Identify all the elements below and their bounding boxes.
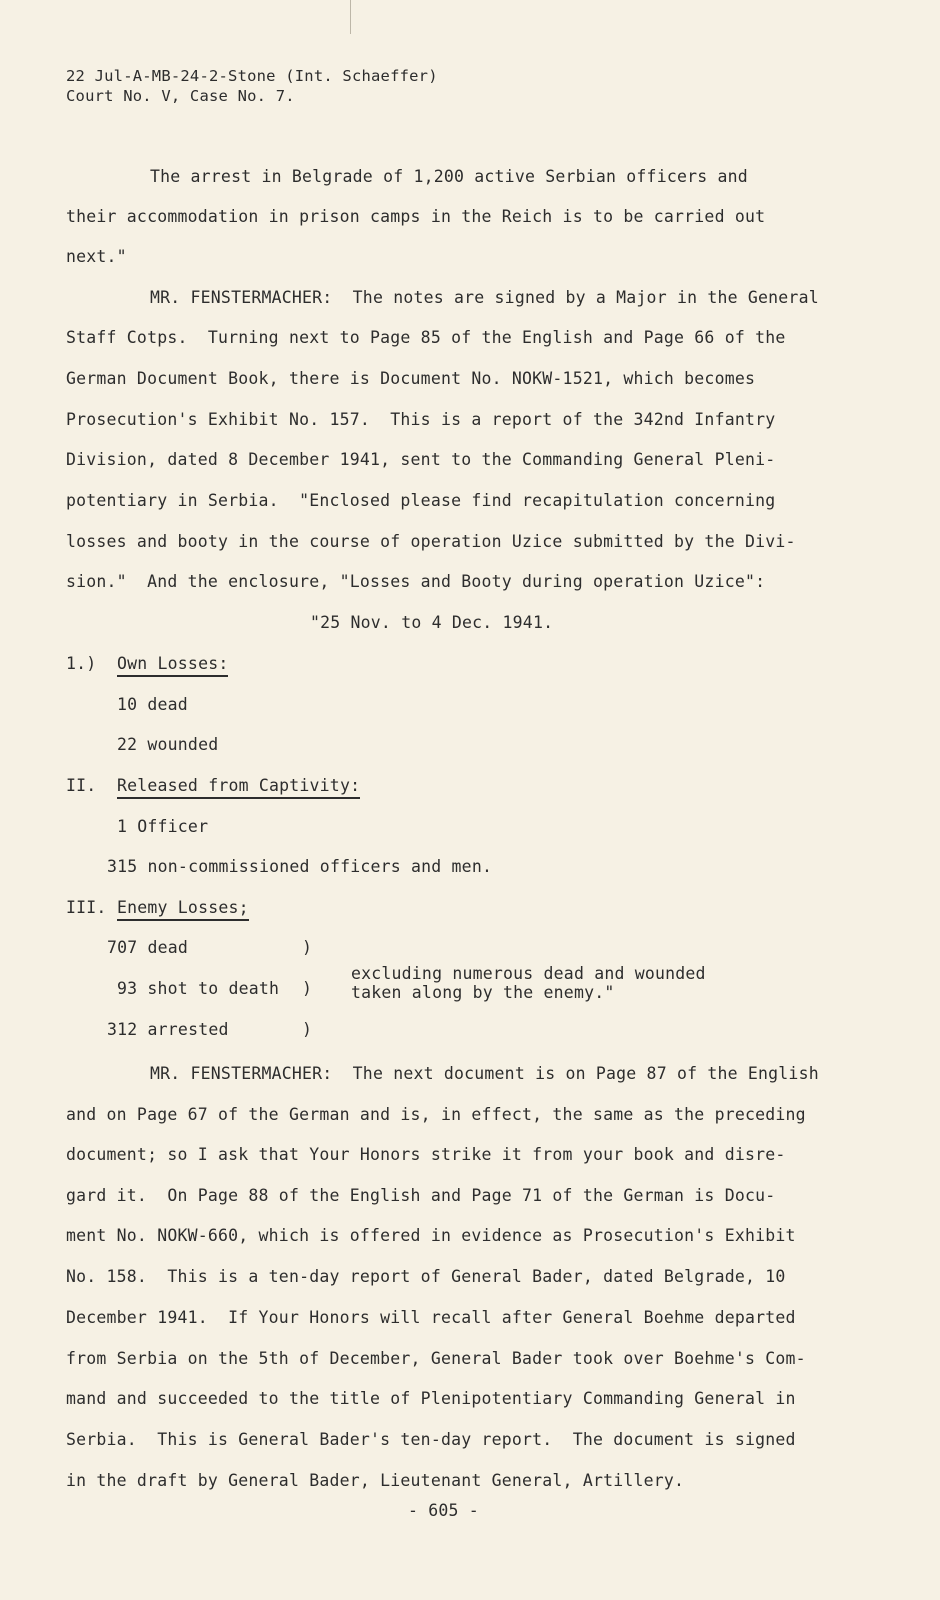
p2-line-2: Staff Cotps. Turning next to Page 85 of the English and Page 66 of the [66,328,786,347]
p1-line-2: their accommodation in prison camps in the Reich is to be carried out [66,207,766,226]
section-3-title: Enemy Losses; [117,898,249,921]
p3-line-3: document; so I ask that Your Honors strike it from your book and disre- [66,1145,786,1164]
list-item: 707 dead [107,938,189,957]
list-item: 22 wounded [117,735,219,754]
p2-line-3: German Document Book, there is Document No. NOKW-1521, which becomes [66,369,756,388]
header-line-1: 22 Jul-A-MB-24-2-Stone (Int. Schaeffer) [66,67,438,85]
p3-line-10: Serbia. This is General Bader's ten-day report. The document is signed [66,1430,796,1449]
p2-line-7: losses and booty in the course of operation Uzice submitted by the Divi- [66,532,796,551]
header-line-2: Court No. V, Case No. 7. [66,87,295,105]
paper-fold-mark [350,0,351,34]
list-item: 312 arrested [107,1020,229,1039]
section-1-number: 1.) [66,654,97,673]
section-1-title: Own Losses: [117,654,228,677]
p3-line-11: in the draft by General Bader, Lieutenant General, Artillery. [66,1471,685,1490]
p2-line-5: Division, dated 8 December 1941, sent to the Commanding General Pleni- [66,450,776,469]
p2-line-4: Prosecution's Exhibit No. 157. This is a report of the 342nd Infantry [66,410,776,429]
p3-line-4: gard it. On Page 88 of the English and Page 71 of the German is Docu- [66,1186,776,1205]
p3-line-2: and on Page 67 of the German and is, in effect, the same as the preceding [66,1105,806,1124]
p2-line-1: MR. FENSTERMACHER: The notes are signed by a Major in the General [150,288,819,307]
p3-line-7: December 1941. If Your Honors will recall after General Boehme departed [66,1308,796,1327]
list-item: 1 Officer [117,817,209,836]
p2-line-8: sion." And the enclosure, "Losses and Booty during operation Uzice": [66,572,766,591]
section-3-number: III. [66,898,107,917]
p1-line-3: next." [66,247,127,266]
section-2-title: Released from Captivity: [117,776,360,799]
page-number: - 605 - [408,1501,479,1520]
enemy-losses-note-2: taken along by the enemy." [351,983,615,1002]
bracket: ) [302,979,313,998]
bracket: ) [302,938,313,957]
enemy-losses-note-1: excluding numerous dead and wounded [351,964,706,983]
p2-line-6: potentiary in Serbia. "Enclosed please find recapitulation concerning [66,491,776,510]
p3-line-5: ment No. NOKW-660, which is offered in evidence as Prosecution's Exhibit [66,1226,796,1245]
date-range: "25 Nov. to 4 Dec. 1941. [310,613,554,632]
list-item: 93 shot to death [117,979,280,998]
list-item: 315 non-commissioned officers and men. [107,857,493,876]
p3-line-9: mand and succeeded to the title of Plenipotentiary Commanding General in [66,1389,796,1408]
p3-line-1: MR. FENSTERMACHER: The next document is on Page 87 of the English [150,1064,819,1083]
bracket: ) [302,1020,313,1039]
p1-line-1: The arrest in Belgrade of 1,200 active Serbian officers and [150,167,748,186]
list-item: 10 dead [117,695,188,714]
p3-line-6: No. 158. This is a ten-day report of General Bader, dated Belgrade, 10 [66,1267,786,1286]
p3-line-8: from Serbia on the 5th of December, General Bader took over Boehme's Com- [66,1349,806,1368]
section-2-number: II. [66,776,97,795]
